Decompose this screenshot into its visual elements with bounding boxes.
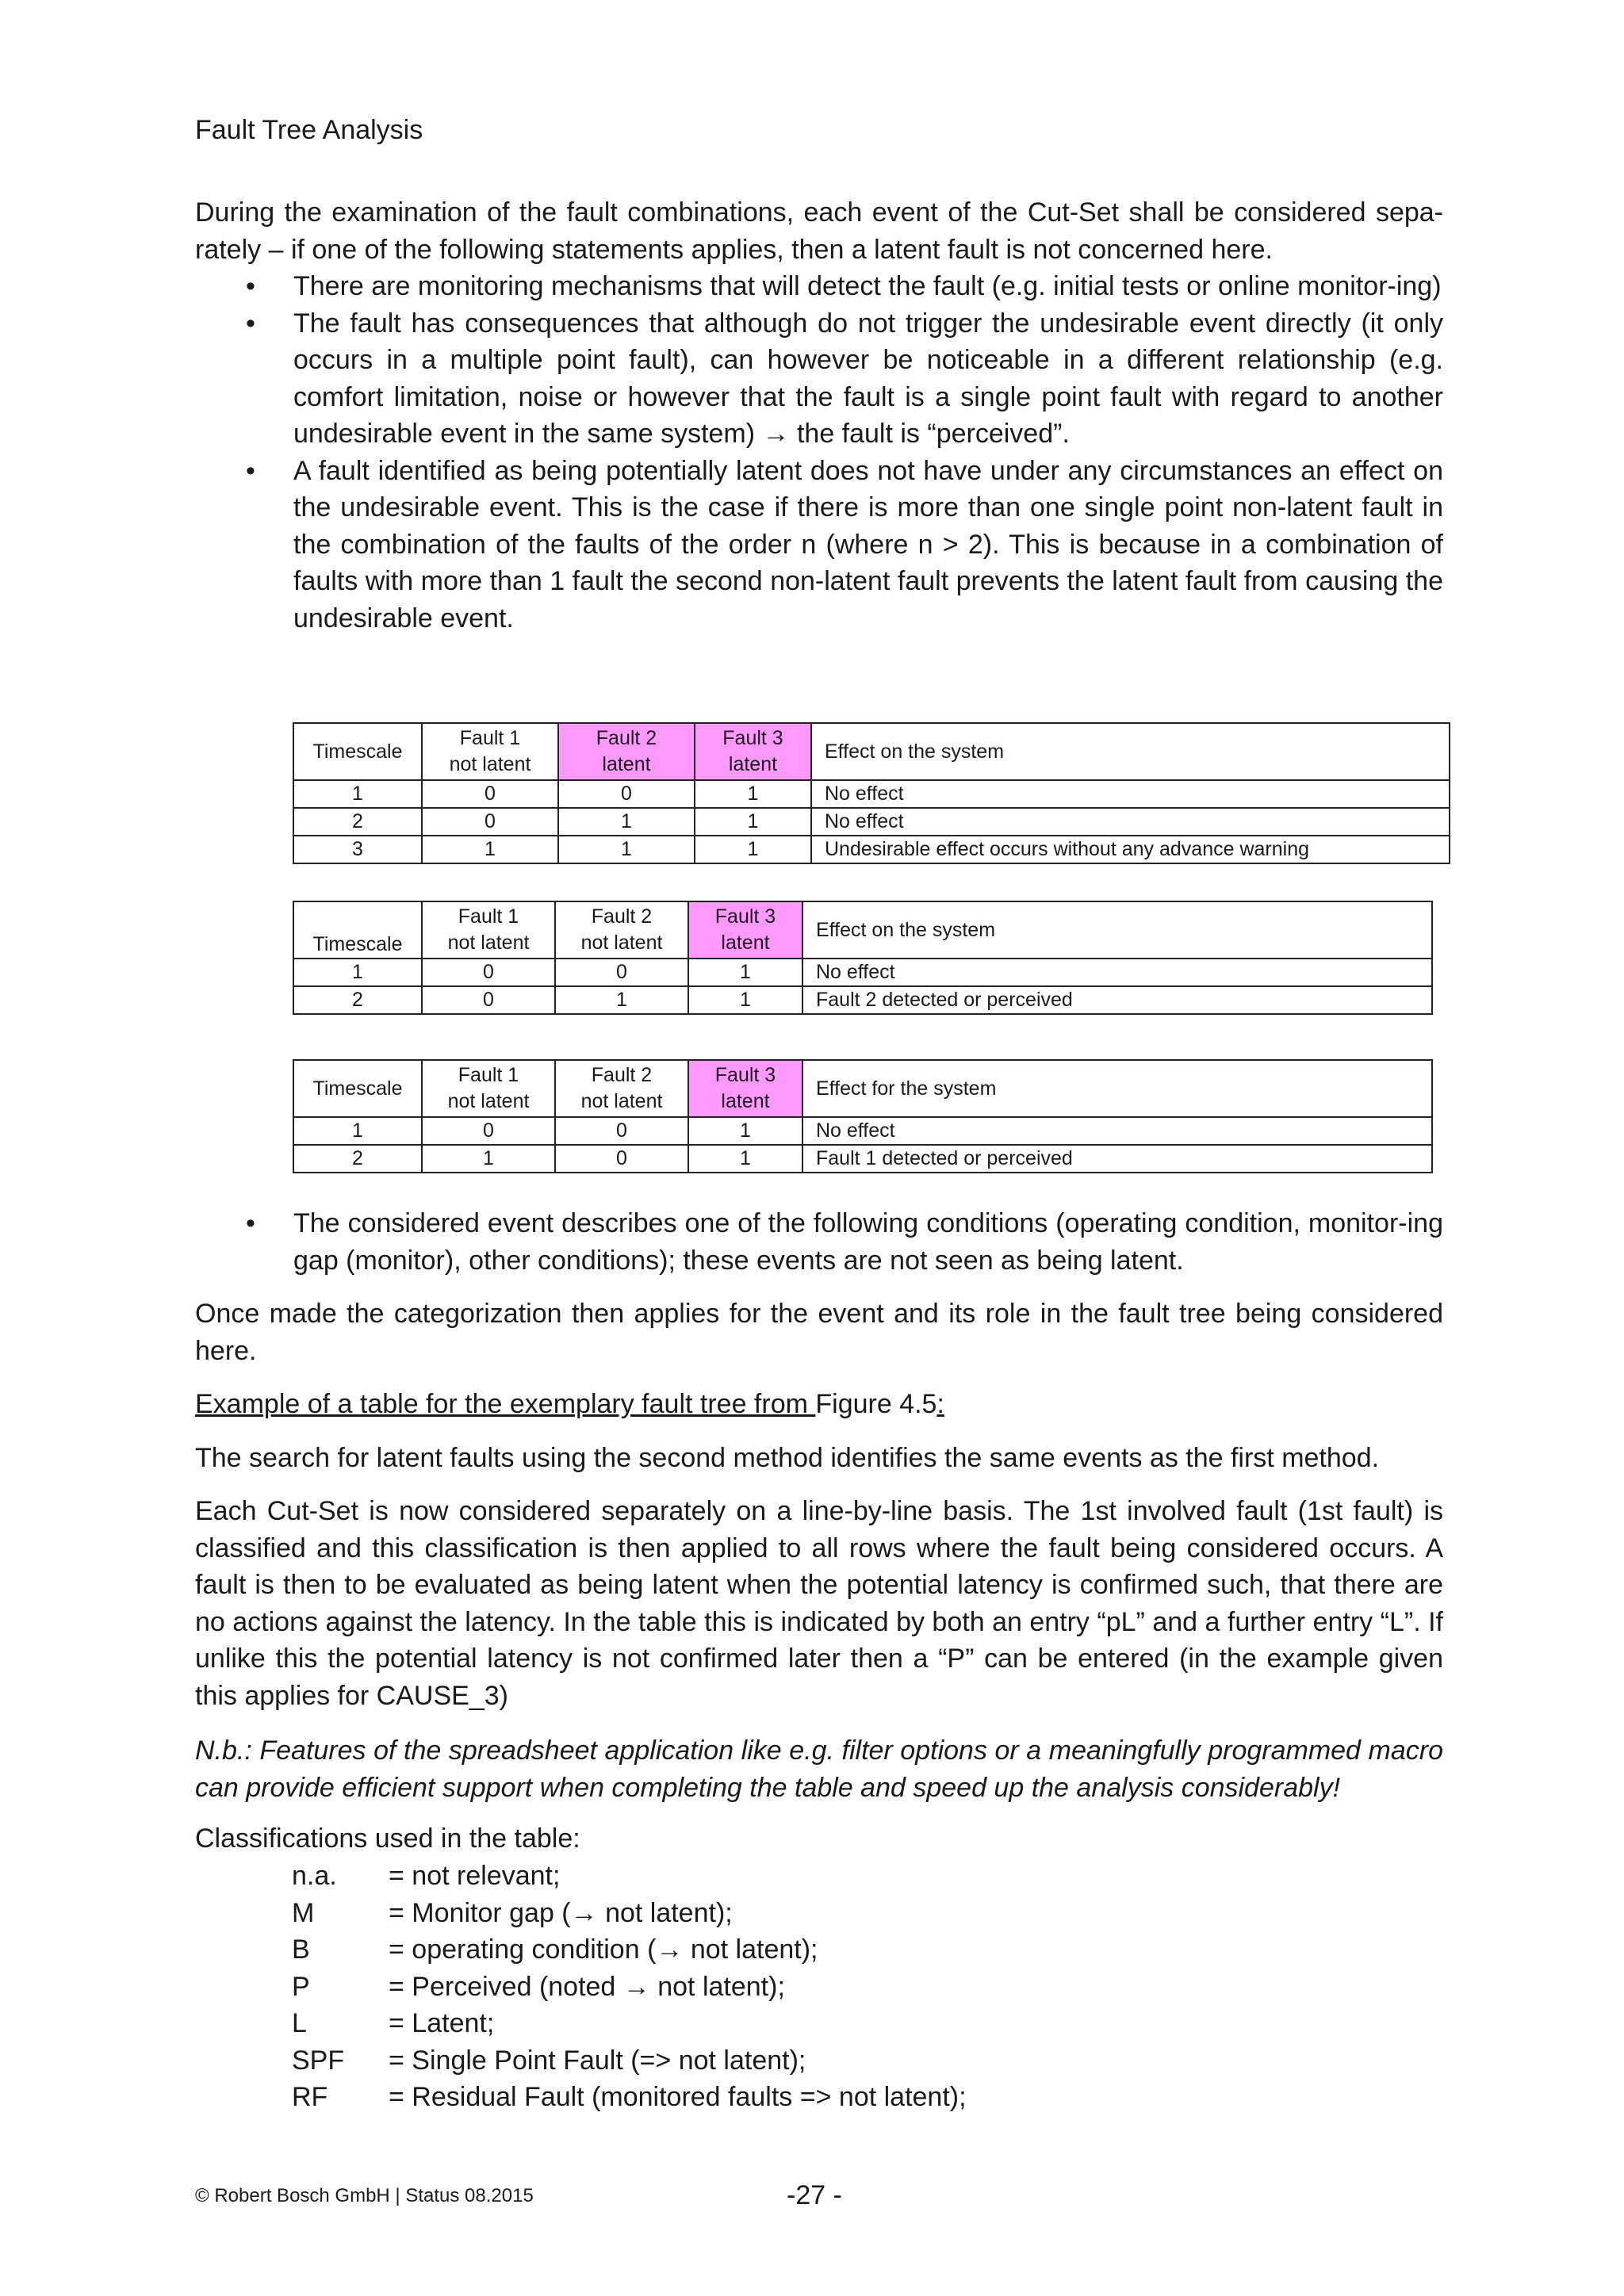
list-item (195, 268, 1443, 305)
bullet-marker: • (246, 271, 255, 301)
fault-table-2 (293, 901, 1433, 1015)
classifications-list (292, 1858, 967, 2116)
table-cell: 0 (558, 780, 695, 808)
classification-desc: = Monitor gap (→ not latent); (389, 1897, 733, 1928)
conditions-list (195, 268, 1443, 637)
table-cell: 1 (422, 1145, 555, 1173)
bullet-marker: • (246, 455, 255, 486)
table-row (293, 836, 1450, 863)
table-cell: 1 (558, 808, 695, 836)
classification-item (292, 2005, 967, 2042)
classification-code: SPF (292, 2045, 345, 2076)
table-cell: 0 (422, 780, 558, 808)
list-item (195, 305, 1443, 453)
table-cell: 1 (688, 1145, 802, 1173)
classification-code: L (292, 2008, 307, 2038)
table-row (293, 1145, 1432, 1173)
table-cell: 2 (293, 986, 422, 1014)
table-cell: 3 (293, 836, 422, 863)
table-header-row (293, 723, 1450, 780)
table-cell: Undesirable effect occurs without any advance warning (811, 836, 1450, 863)
table-cell: 1 (293, 780, 422, 808)
classification-item (292, 2042, 967, 2080)
table-header-cell: Effect on the system (802, 901, 1432, 959)
classification-item (292, 1895, 967, 1932)
table-header-cell: Effect on the system (811, 723, 1450, 780)
table-cell: 0 (422, 986, 555, 1014)
table-header-cell: Effect for the system (802, 1060, 1432, 1117)
table-header-cell-highlighted: Fault 3 latent (688, 1060, 802, 1117)
list-item (195, 453, 1443, 637)
table-row (293, 1117, 1432, 1145)
table-cell: 1 (293, 959, 422, 986)
classification-code: M (292, 1897, 315, 1928)
table-cell: 0 (555, 959, 688, 986)
classification-desc: = not relevant; (389, 1861, 561, 1891)
classification-desc: = Residual Fault (monitored faults => not latent); (389, 2082, 967, 2112)
table-cell: 1 (688, 986, 802, 1014)
table-cell: No effect (811, 780, 1450, 808)
classification-item (292, 1858, 967, 1895)
classification-desc: = Perceived (noted → not latent); (389, 1971, 785, 2002)
table-header-cell: Fault 2 not latent (555, 1060, 688, 1117)
classifications-label: Classifications used in the table: (195, 1823, 580, 1854)
table-row (293, 780, 1450, 808)
table-header-cell: Timescale (293, 1060, 422, 1117)
table-cell: 2 (293, 808, 422, 836)
classification-code: P (292, 1971, 310, 2002)
table-row (293, 808, 1450, 836)
example-heading (195, 1386, 1443, 1423)
classification-item (292, 1931, 967, 1969)
table-cell: 1 (558, 836, 695, 863)
classification-code: n.a. (292, 1861, 337, 1891)
list-item-text: The fault has consequences that although do not trigger the undesirable event directly (it only occurs in a multiple point fault), can however be noticeable in a different relationship (e.g. comfort limitation, noise or however that the fault is a single point fault with regard to another undesirable event in the same system) → the fault is “perceived”. (293, 308, 1443, 449)
table-cell: 0 (422, 1117, 555, 1145)
list-item-text: A fault identified as being potentially latent does not have under any circumstances an effect on the undesirable event. This is the case if there is more than one single point non-latent fault in the combination of the faults of the order n (where n > 2). This is because in a combination of faults with more than 1 fault the second non-latent fault prevents the latent fault from causing the undesirable event. (293, 455, 1443, 633)
table-cell: Fault 1 detected or perceived (802, 1145, 1432, 1173)
table-header-cell: Fault 1 not latent (422, 723, 558, 780)
table-header-cell: Timescale (293, 723, 422, 780)
list-item-text: The considered event describes one of the following conditions (operating condition, monitor-ing gap (monitor), other conditions); these events are not seen as being latent. (293, 1208, 1443, 1276)
table-cell: 1 (695, 780, 811, 808)
fault-table-3 (293, 1059, 1433, 1173)
table-cell: 1 (695, 836, 811, 863)
table-cell: 0 (555, 1145, 688, 1173)
conditions-list-continued (195, 1205, 1443, 1279)
bullet-marker: • (246, 308, 255, 339)
cutset-paragraph: Each Cut-Set is now considered separately on a line-by-line basis. The 1st involved fault (1st fault) is classified and this classification is then applied to all rows where the fault being considered occurs. A fault is then to be evaluated as being latent when the potential latency is confirmed such, that there are no actions against the latency. In the table this is indicated by both an entry “pL” and a further entry “L”. If unlike this the potential latency is not confirmed later then a “P” can be entered (in the example given this applies for CAUSE_3) (195, 1496, 1443, 1711)
table-row (293, 959, 1432, 986)
table-cell: 0 (422, 808, 558, 836)
classification-desc: = operating condition (→ not latent); (389, 1934, 818, 1965)
list-item-text: There are monitoring mechanisms that will detect the fault (e.g. initial tests or online monitor-ing) (293, 271, 1442, 301)
table-cell: 2 (293, 1145, 422, 1173)
table-row (293, 986, 1432, 1014)
classification-code: B (292, 1934, 310, 1965)
table-cell: 1 (555, 986, 688, 1014)
table-cell: No effect (811, 808, 1450, 836)
table-cell: Fault 2 detected or perceived (802, 986, 1432, 1014)
table-cell: No effect (802, 1117, 1432, 1145)
running-header: Fault Tree Analysis (195, 115, 423, 145)
table-header-cell-highlighted: Fault 2 latent (558, 723, 695, 780)
classification-code: RF (292, 2082, 328, 2112)
table-cell: 1 (695, 808, 811, 836)
classification-item (292, 2079, 967, 2116)
intro-paragraph: During the examination of the fault combinations, each event of the Cut-Set shall be considered sepa-rately – if one of the following statements applies, then a latent fault is not concerned here. (195, 197, 1443, 265)
classification-desc: = Single Point Fault (=> not latent); (389, 2045, 806, 2076)
table-header-cell: Fault 1 not latent (422, 901, 555, 959)
table-header-row (293, 901, 1432, 959)
table-cell: 1 (688, 1117, 802, 1145)
figure-reference: Figure 4.5 (815, 1389, 937, 1419)
footer-copyright: © Robert Bosch GmbH | Status 08.2015 (195, 2185, 534, 2206)
table-cell: 1 (293, 1117, 422, 1145)
categorization-paragraph: Once made the categorization then applies for the event and its role in the fault tree being considered here. (195, 1299, 1443, 1366)
table-header-row (293, 1060, 1432, 1117)
table-header-cell-highlighted: Fault 3 latent (688, 901, 802, 959)
table-cell: No effect (802, 959, 1432, 986)
bullet-marker: • (246, 1208, 255, 1238)
table-header-cell: Timescale (293, 901, 422, 959)
list-item (195, 1205, 1443, 1279)
classification-desc: = Latent; (389, 2008, 495, 2038)
fault-table-1 (293, 722, 1450, 864)
table-header-cell: Fault 2 not latent (555, 901, 688, 959)
page-number: -27 - (787, 2180, 842, 2210)
example-heading-colon: : (936, 1389, 944, 1419)
table-cell: 0 (555, 1117, 688, 1145)
table-header-cell: Fault 1 not latent (422, 1060, 555, 1117)
table-cell: 1 (688, 959, 802, 986)
table-cell: 0 (422, 959, 555, 986)
table-header-cell-highlighted: Fault 3 latent (695, 723, 811, 780)
search-paragraph: The search for latent faults using the second method identifies the same events as the first method. (195, 1443, 1380, 1473)
table-cell: 1 (422, 836, 558, 863)
classification-item (292, 1969, 967, 2006)
example-heading-text: Example of a table for the exemplary fault tree from (195, 1389, 816, 1419)
note-paragraph: N.b.: Features of the spreadsheet application like e.g. filter options or a meaningfully programmed macro can provide efficient support when completing the table and speed up the analysis considerably! (195, 1735, 1443, 1803)
